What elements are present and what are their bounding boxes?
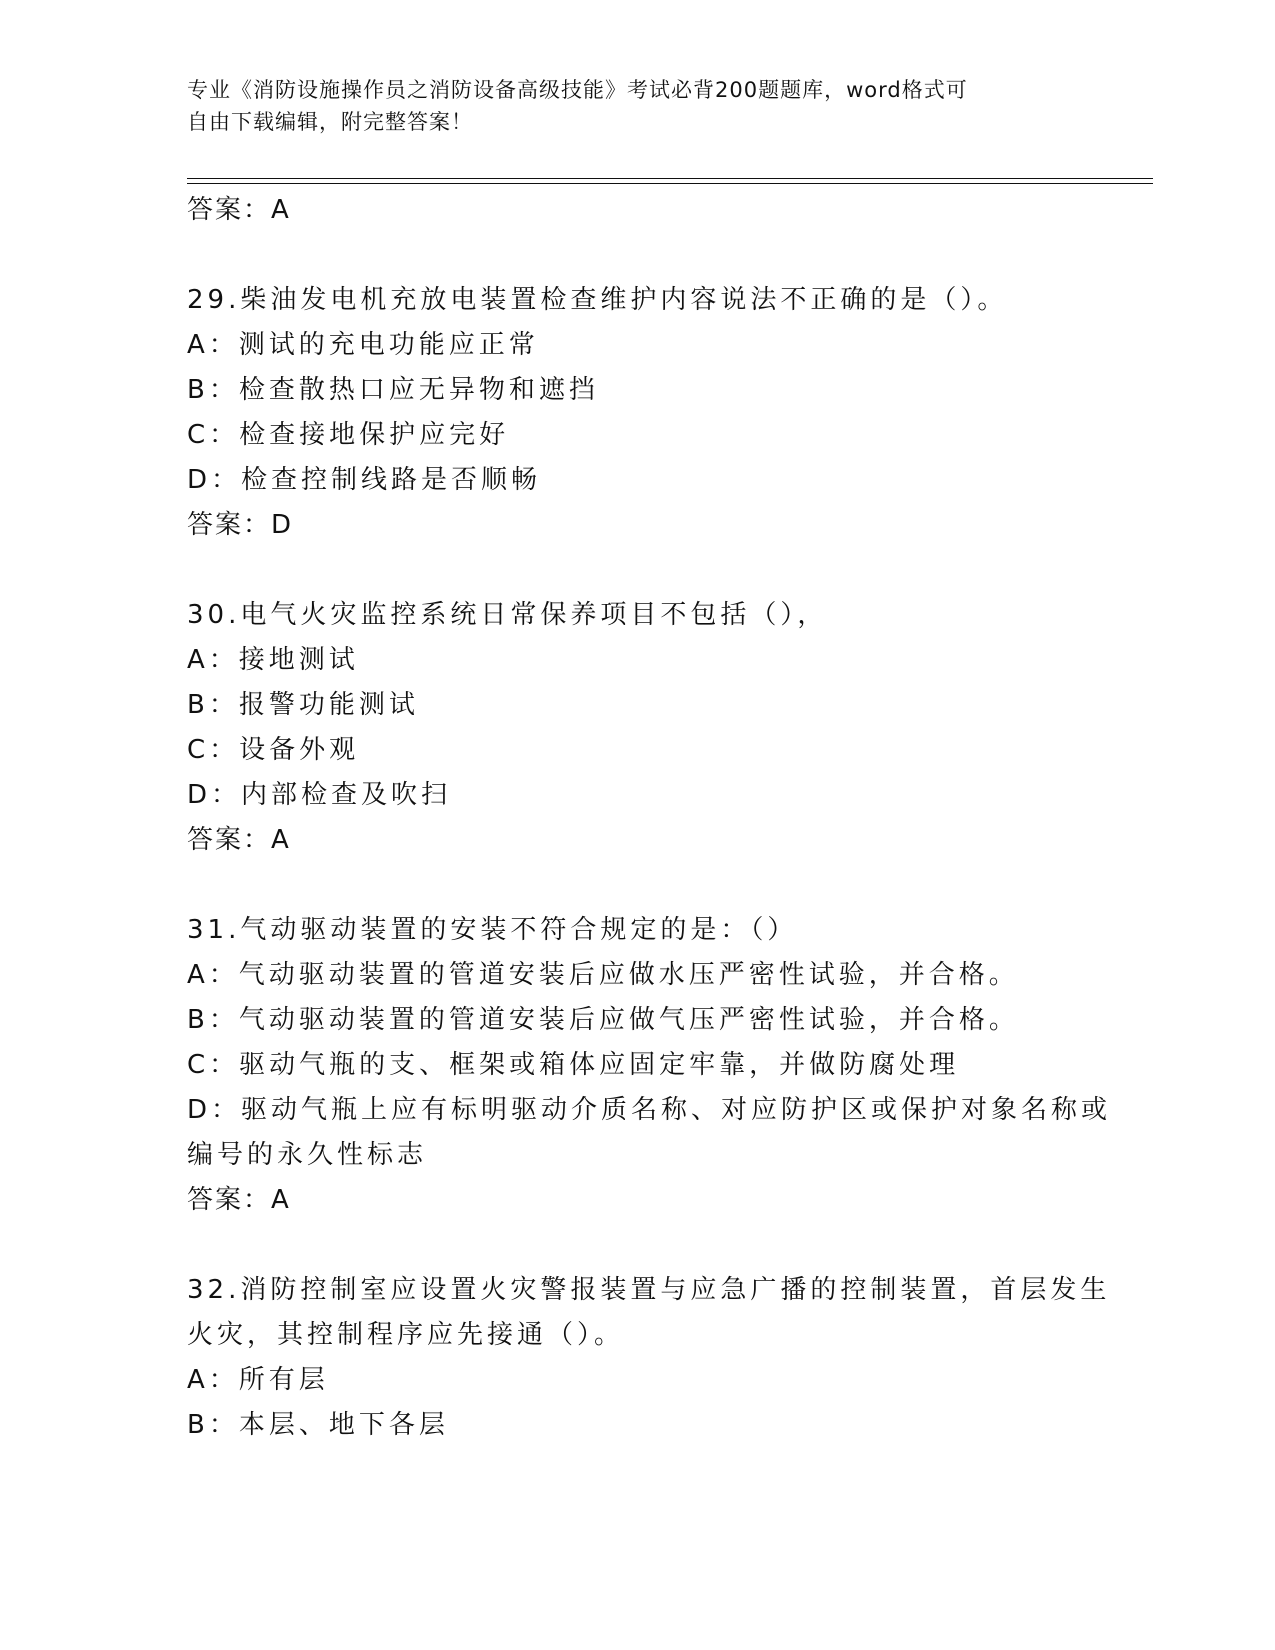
question-stem: 32.消防控制室应设置火灾警报装置与应急广播的控制装置，首层发生 xyxy=(187,1275,1111,1305)
question-31 xyxy=(187,908,1112,1223)
question-stem: 30.电气火灾监控系统日常保养项目不包括（）， xyxy=(187,600,828,630)
header-rule-bottom xyxy=(187,183,1153,184)
answer-line: 答案：A xyxy=(187,195,291,225)
answer-line: 答案：A xyxy=(187,1185,291,1215)
question-32 xyxy=(187,1268,1111,1448)
header-line-2: 自由下载编辑，附完整答案！ xyxy=(187,110,473,134)
spacer xyxy=(187,1223,1087,1268)
header-line-1: 专业《消防设施操作员之消防设备高级技能》考试必背200题题库，word格式可 xyxy=(187,78,968,102)
question-30 xyxy=(187,593,1087,863)
header-rule-top xyxy=(187,178,1153,179)
option-b: B：报警功能测试 xyxy=(187,690,419,720)
option-a: A：接地测试 xyxy=(187,645,359,675)
document-header xyxy=(187,74,1067,138)
spacer xyxy=(187,863,1087,908)
option-d-continued: 编号的永久性标志 xyxy=(187,1140,428,1170)
option-b: B：本层、地下各层 xyxy=(187,1410,449,1440)
spacer xyxy=(187,548,1087,593)
option-a: A：测试的充电功能应正常 xyxy=(187,330,539,360)
option-d: D：驱动气瓶上应有标明驱动介质名称、对应防护区或保护对象名称或 xyxy=(187,1095,1112,1125)
option-b: B：检查散热口应无异物和遮挡 xyxy=(187,375,599,405)
spacer xyxy=(187,233,1087,278)
option-c: C：设备外观 xyxy=(187,735,360,765)
option-c: C：检查接地保护应完好 xyxy=(187,420,510,450)
option-c: C：驱动气瓶的支、框架或箱体应固定牢靠，并做防腐处理 xyxy=(187,1050,960,1080)
option-a: A：所有层 xyxy=(187,1365,329,1395)
question-stem: 29.柴油发电机充放电装置检查维护内容说法不正确的是（）。 xyxy=(187,285,1008,315)
question-stem-continued: 火灾，其控制程序应先接通（）。 xyxy=(187,1320,625,1350)
option-d: D：内部检查及吹扫 xyxy=(187,780,452,810)
option-a: A：气动驱动装置的管道安装后应做水压严密性试验，并合格。 xyxy=(187,960,1019,990)
option-d: D：检查控制线路是否顺畅 xyxy=(187,465,542,495)
answer-line: 答案：A xyxy=(187,825,291,855)
question-list xyxy=(187,188,1112,1448)
answer-line: 答案：D xyxy=(187,510,294,540)
question-stem: 31.气动驱动装置的安装不符合规定的是：（） xyxy=(187,915,798,945)
question-29 xyxy=(187,278,1087,548)
option-b: B：气动驱动装置的管道安装后应做气压严密性试验，并合格。 xyxy=(187,1005,1019,1035)
